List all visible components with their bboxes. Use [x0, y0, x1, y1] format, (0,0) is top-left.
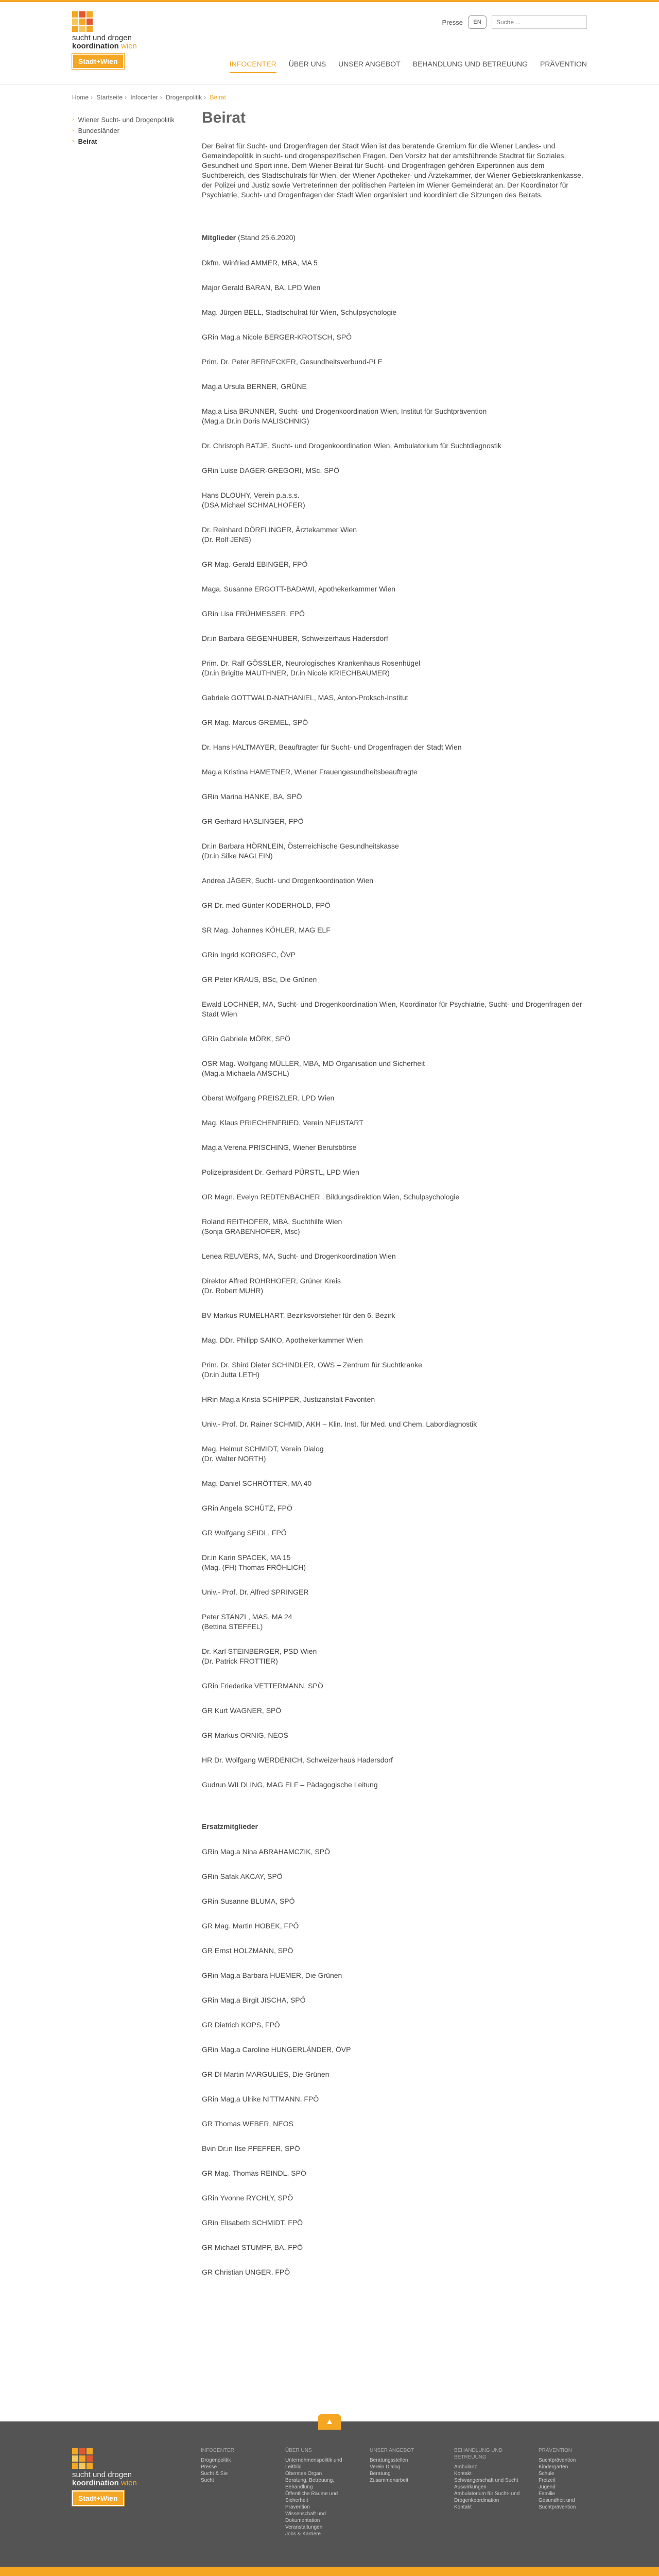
footer-column-title[interactable]: UNSER ANGEBOT [370, 2448, 414, 2453]
member-item [202, 609, 588, 619]
footer-link[interactable]: Beratungsstellen [370, 2458, 408, 2463]
cookie-banner [0, 2567, 659, 2576]
member-deputy: (Dr. Patrick FROTTIER) [202, 1657, 278, 1665]
member-item [202, 1528, 588, 1538]
breadcrumb-drogenpolitik[interactable]: Drogenpolitik [166, 94, 202, 101]
member-item [202, 999, 588, 1019]
footer-link[interactable]: Wissenschaft und Dokumentation [285, 2511, 326, 2523]
member-name: Oberst Wolfgang PREISZLER, LPD Wien [202, 1094, 335, 1102]
member-deputy: (DSA Michael SCHMALHOFER) [202, 501, 305, 509]
footer-link[interactable]: Unternehmenspolitik und Leitbild [285, 2458, 342, 2470]
member-item [202, 817, 588, 826]
member-item [202, 742, 588, 752]
breadcrumb: Home › Startseite › Infocenter › Drogenpolitik › Beirat [72, 94, 226, 101]
member-name: HR Dr. Wolfgang WERDENICH, Schweizerhaus Hadersdorf [202, 1756, 393, 1764]
member-item [202, 1780, 588, 1790]
substitute-item: GR Thomas WEBER, NEOS [202, 2120, 293, 2128]
member-name: Mag. Klaus PRIECHENFRIED, Verein NEUSTART [202, 1118, 363, 1127]
substitutes-list [202, 1847, 588, 2277]
member-item [202, 357, 588, 367]
member-name: Dr. Reinhard DÖRFLINGER, Ärztekammer Wien [202, 526, 357, 534]
member-name: GR Mag. Marcus GREMEL, SPÖ [202, 718, 308, 726]
member-name: Mag.a Verena PRISCHING, Wiener Berufsbörse [202, 1143, 357, 1151]
member-deputy: (Mag.a Michaela AMSCHL) [202, 1069, 289, 1077]
member-name: Peter STANZL, MAS, MA 24 [202, 1613, 292, 1621]
footer-logo-line-2-suffix: wien [121, 2479, 137, 2487]
member-item [202, 634, 588, 643]
substitute-item: Bvin Dr.in Ilse PFEFFER, SPÖ [202, 2144, 300, 2153]
member-name: GRin Mag.a Nicole BERGER-KROTSCH, SPÖ [202, 333, 352, 341]
footer-link[interactable]: Kontakt [454, 2504, 472, 2510]
member-name: GRin Gabriele MÖRK, SPÖ [202, 1035, 290, 1043]
member-item [202, 950, 588, 960]
member-name: Hans DLOUHY, Verein p.a.s.s. [202, 491, 300, 499]
member-name: OSR Mag. Wolfgang MÜLLER, MBA, MD Organisation und Sicherheit [202, 1059, 425, 1067]
member-item [202, 1192, 588, 1202]
nav-unser-angebot[interactable]: UNSER ANGEBOT [338, 60, 401, 68]
member-item [202, 441, 588, 451]
substitute-item: GRin Mag.a Ulrike NITTMANN, FPÖ [202, 2095, 319, 2103]
member-name: GRin Ingrid KOROSEC, ÖVP [202, 951, 296, 959]
nav-ueber-uns[interactable]: ÜBER UNS [288, 60, 326, 68]
member-name: Andrea JÄGER, Sucht- und Drogenkoordination Wien [202, 876, 374, 885]
member-name: GR Peter KRAUS, BSc, Die Grünen [202, 975, 317, 984]
footer-logo-mark [72, 2448, 144, 2469]
member-item [202, 382, 588, 392]
member-item [202, 1587, 588, 1597]
member-item [202, 1647, 588, 1666]
member-item [202, 1059, 588, 1078]
member-name: Mag.a Lisa BRUNNER, Sucht- und Drogenkoordination Wien, Institut für Suchtprävention [202, 407, 487, 415]
member-name: Mag. DDr. Philipp SAIKO, Apothekerkammer Wien [202, 1336, 363, 1344]
member-name: Univ.- Prof. Dr. Rainer SCHMID, AKH – Klin. Inst. für Med. und Chem. Labordiagnostik [202, 1420, 477, 1428]
page-body [0, 84, 659, 2454]
member-item [202, 901, 588, 910]
footer-column [539, 2447, 611, 2537]
chevron-right-icon: › [72, 116, 74, 123]
member-item [202, 525, 588, 545]
member-item [202, 975, 588, 985]
member-item [202, 560, 588, 569]
member-name: Mag. Helmut SCHMIDT, Verein Dialog [202, 1445, 324, 1453]
site-logo[interactable] [72, 11, 144, 69]
footer-logo-line-1: sucht und drogen [72, 2470, 132, 2479]
member-item [202, 1553, 588, 1572]
member-item [202, 1217, 588, 1236]
member-name: GRin Marina HANKE, BA, SPÖ [202, 792, 302, 801]
member-item [202, 406, 588, 426]
member-name: Maga. Susanne ERGOTT-BADAWI, Apothekerkammer Wien [202, 585, 396, 593]
member-item [202, 1143, 588, 1153]
logo-line-2-suffix: wien [121, 42, 137, 50]
footer-column-title[interactable]: ÜBER UNS [285, 2448, 312, 2453]
chevron-right-icon: › [72, 127, 74, 133]
member-item [202, 1034, 588, 1044]
member-item [202, 693, 588, 703]
member-item [202, 1360, 588, 1380]
member-deputy: (Dr. Robert MUHR) [202, 1286, 264, 1295]
nav-praevention[interactable]: PRÄVENTION [540, 60, 587, 68]
member-name: Dkfm. Winfried AMMER, MBA, MA 5 [202, 259, 318, 267]
scroll-top-button[interactable] [318, 2414, 341, 2430]
member-deputy: (Dr.in Brigitte MAUTHNER, Dr.in Nicole KRIECHBAUMER) [202, 669, 390, 677]
member-deputy: (Dr. Walter NORTH) [202, 1454, 266, 1463]
footer-link[interactable]: Drogenpolitik [201, 2458, 231, 2463]
member-item [202, 1503, 588, 1513]
member-item [202, 1731, 588, 1740]
member-item [202, 876, 588, 886]
substitute-item: GRin Elisabeth SCHMIDT, FPÖ [202, 2218, 303, 2227]
member-name: Ewald LOCHNER, MA, Sucht- und Drogenkoordination Wien, Koordinator für Psychiatrie, Sucht- und Drogenfragen der Stadt Wien [202, 1000, 582, 1018]
member-name: GR Kurt WAGNER, SPÖ [202, 1706, 282, 1715]
footer-link[interactable]: Jugend [539, 2484, 556, 2490]
footer-link[interactable]: Sucht & Sie [201, 2471, 228, 2477]
member-item [202, 1118, 588, 1128]
member-name: GR Mag. Gerald EBINGER, FPÖ [202, 560, 308, 568]
member-item [202, 658, 588, 678]
member-deputy: (Dr.in Silke NAGLEIN) [202, 852, 273, 860]
footer-columns [201, 2447, 611, 2537]
substitute-item: GRin Mag.a Nina ABRAHAMCZIK, SPÖ [202, 1848, 330, 1856]
footer-column [201, 2447, 273, 2537]
footer-link[interactable]: Kontakt [454, 2471, 472, 2477]
substitute-item: GR Christian UNGER, FPÖ [202, 2268, 290, 2276]
member-item [202, 1335, 588, 1345]
member-name: Prim. Dr. Ralf GÖSSLER, Neurologisches Krankenhaus Rosenhügel [202, 659, 421, 667]
member-item [202, 1681, 588, 1691]
member-name: OR Magn. Evelyn REDTENBACHER , Bildungsdirektion Wien, Schulpsychologie [202, 1193, 460, 1201]
member-item [202, 1167, 588, 1177]
member-name: Roland REITHOFER, MBA, Suchthilfe Wien [202, 1217, 342, 1226]
footer-link[interactable]: Gesundheit und Suchtprävention [539, 2498, 576, 2510]
substitute-item: GR Mag. Thomas REINDL, SPÖ [202, 2169, 306, 2177]
member-item [202, 258, 588, 268]
member-name: BV Markus RUMELHART, Bezirksvorsteher für den 6. Bezirk [202, 1311, 395, 1319]
member-name: GRin Luise DAGER-GREGORI, MSc, SPÖ [202, 466, 339, 474]
footer-link[interactable]: Auswirkungen [454, 2484, 487, 2490]
chevron-right-icon: › [72, 138, 74, 144]
substitute-item: GRin Yvonne RYCHLY, SPÖ [202, 2194, 293, 2202]
site-footer [0, 2417, 659, 2576]
member-name: Mag. Jürgen BELL, Stadtschulrat für Wien, Schulpsychologie [202, 308, 397, 316]
member-name: GR Wolfgang SEIDL, FPÖ [202, 1529, 287, 1537]
language-button[interactable]: EN [468, 15, 487, 29]
footer-link[interactable]: Schwangerschaft und Sucht [454, 2478, 518, 2483]
member-name: SR Mag. Johannes KÖHLER, MAG ELF [202, 926, 331, 934]
member-item [202, 490, 588, 510]
member-item [202, 1395, 588, 1404]
footer-link[interactable]: Familie [539, 2491, 556, 2497]
member-name: GR Gerhard HASLINGER, FPÖ [202, 817, 304, 825]
footer-logo[interactable] [72, 2448, 144, 2506]
substitute-item: GRin Mag.a Caroline HUNGERLÄNDER, ÖVP [202, 2045, 351, 2054]
substitute-item: GRin Mag.a Barbara HUEMER, Die Grünen [202, 1971, 342, 1979]
footer-logo-line-2-bold: koordination [72, 2479, 119, 2487]
footer-link[interactable]: Prävention [285, 2504, 310, 2510]
site-header [0, 2, 659, 84]
member-name: Direktor Alfred ROHRHOFER, Grüner Kreis [202, 1277, 341, 1285]
footer-column-title[interactable]: INFOCENTER [201, 2448, 234, 2453]
footer-link[interactable]: Sucht [201, 2478, 214, 2483]
member-deputy: (Mag.a Dr.in Doris MALISCHNIG) [202, 417, 309, 425]
member-name: Prim. Dr. Peter BERNECKER, Gesundheitsverbund-PLE [202, 358, 383, 366]
member-name: Dr.in Barbara GEGENHUBER, Schweizerhaus Hadersdorf [202, 634, 388, 642]
member-name: Dr. Karl STEINBERGER, PSD Wien [202, 1647, 317, 1655]
footer-link[interactable]: Beratung, Betreuung, Behandlung [285, 2478, 335, 2490]
member-name: Mag.a Kristina HAMETNER, Wiener Frauengesundheitsbeauftragte [202, 768, 418, 776]
page-title: Beirat [202, 109, 246, 126]
utility-bar [442, 15, 587, 29]
member-name: GR Dr. med Günter KODERHOLD, FPÖ [202, 901, 331, 909]
footer-column-title[interactable]: PRÄVENTION [539, 2448, 573, 2453]
intro-text: Der Beirat für Sucht- und Drogenfragen der Stadt Wien ist das beratende Gremium für die Wiener Landes- und Gemeindepolitik in sucht- und drogenspezifischen Fragen. Den Vorsitz hat der amtsführende Stadtrat für Soziales, Gesundheit und Sport inne. Dem Wiener Beirat für Sucht- und Drogenfragen gehören Expertinnen aus dem Suchtbereich, des Stadtschulrats für Wien, der Wiener Apotheker- und Ärztekammer, der Wiener Gebietskrankenkasse, der Polizei und Justiz sowie Vertreterinnen der politischen Parteien im Wiener Gemeinderat an. Der Koordinator für Psychiatrie, Sucht- und Drogenfragen der Stadt Wien organisiert und koordiniert die Sitzungen des Beirats. [202, 142, 583, 199]
breadcrumb-startseite[interactable]: Startseite [96, 94, 123, 101]
chevron-up-icon: ▲ [325, 2417, 334, 2426]
member-name: Major Gerald BARAN, BA, LPD Wien [202, 283, 321, 292]
member-item [202, 925, 588, 935]
search-input[interactable] [492, 15, 587, 29]
member-name: Dr.in Barbara HÖRNLEIN, Österreichische Gesundheitskasse [202, 842, 399, 850]
member-deputy: (Sonja GRABENHOFER, Msc) [202, 1227, 300, 1235]
member-name: Dr. Christoph BATJE, Sucht- und Drogenkoordination Wien, Ambulatorium für Suchtdiagnostik [202, 442, 501, 450]
member-name: GRin Angela SCHÜTZ, FPÖ [202, 1504, 292, 1512]
member-item [202, 1612, 588, 1632]
logo-line-1: sucht und drogen [72, 33, 132, 42]
logo-line-2-bold: koordination [72, 42, 119, 50]
presse-link[interactable]: Presse [442, 18, 463, 26]
footer-link[interactable]: Zusammenarbeit [370, 2478, 409, 2483]
nav-infocenter[interactable]: INFOCENTER [230, 60, 276, 73]
member-item [202, 1479, 588, 1488]
member-item [202, 1419, 588, 1429]
substitute-item: GRin Mag.a Birgit JISCHA, SPÖ [202, 1996, 306, 2004]
member-deputy: (Dr.in Jutta LETH) [202, 1370, 260, 1379]
footer-link[interactable]: Presse [201, 2464, 217, 2470]
logo-mark [72, 11, 144, 32]
main-content [202, 109, 588, 2292]
subnav-item-bundeslaender[interactable]: › Bundesländer [72, 127, 119, 134]
member-name: GRin Friederike VETTERMANN, SPÖ [202, 1682, 323, 1690]
member-name: Dr. Hans HALTMAYER, Beauftragter für Sucht- und Drogenfragen der Stadt Wien [202, 743, 462, 751]
member-name: Prim. Dr. Shird Dieter SCHINDLER, OWS – Zentrum für Suchtkranke [202, 1361, 422, 1369]
substitute-item: GRin Susanne BLUMA, SPÖ [202, 1897, 295, 1905]
member-item [202, 1706, 588, 1716]
section-subnav [72, 114, 175, 147]
nav-behandlung[interactable]: BEHANDLUNG UND BETREUUNG [412, 60, 528, 68]
member-item [202, 1276, 588, 1296]
footer-link[interactable]: Freizeit [539, 2478, 556, 2483]
member-name: Gabriele GOTTWALD-NATHANIEL, MAS, Anton-Proksch-Institut [202, 693, 408, 702]
footer-link[interactable]: Oberstes Organ [285, 2471, 322, 2477]
member-item [202, 792, 588, 802]
member-deputy: (Dr. Rolf JENS) [202, 535, 251, 544]
member-item [202, 841, 588, 861]
member-item [202, 1251, 588, 1261]
members-list [202, 258, 588, 1790]
footer-link[interactable]: Verein Dialog [370, 2464, 401, 2470]
member-item [202, 767, 588, 777]
substitute-item: GR Michael STUMPF, BA, FPÖ [202, 2243, 303, 2251]
footer-link[interactable]: Beratung [370, 2471, 391, 2477]
member-name: Polizeipräsident Dr. Gerhard PÜRSTL, LPD Wien [202, 1168, 359, 1176]
subnav-item-beirat[interactable]: › Beirat [72, 138, 97, 145]
member-item [202, 1444, 588, 1464]
substitute-item: GR Dietrich KOPS, FPÖ [202, 2021, 280, 2029]
member-item [202, 283, 588, 293]
breadcrumb-infocenter[interactable]: Infocenter [130, 94, 158, 101]
member-item [202, 1755, 588, 1765]
members-heading: Mitglieder (Stand 25.6.2020) [202, 233, 296, 242]
substitute-item: GR Ernst HOLZMANN, SPÖ [202, 1946, 293, 1955]
member-deputy: (Mag. (FH) Thomas FRÖHLICH) [202, 1563, 306, 1571]
substitutes-heading: Ersatzmitglieder [202, 1822, 258, 1831]
footer-link[interactable]: Schule [539, 2471, 554, 2477]
footer-column [454, 2447, 526, 2537]
footer-link[interactable]: Ambulatorium für Sucht- und Drogenkoordination [454, 2491, 520, 2503]
stadt-wien-logo: Stadt+Wien [72, 54, 124, 69]
member-name: Dr.in Karin SPACEK, MA 15 [202, 1553, 291, 1562]
member-name: Mag. Daniel SCHRÖTTER, MA 40 [202, 1479, 312, 1487]
substitute-item: GR DI Martin MARGULIES, Die Grünen [202, 2070, 330, 2078]
member-item [202, 1311, 588, 1320]
member-deputy: (Bettina STEFFEL) [202, 1622, 263, 1631]
footer-stadt-wien-logo: Stadt+Wien [72, 2490, 124, 2506]
footer-link[interactable]: Veranstaltungen [285, 2524, 323, 2530]
footer-column-title[interactable]: BEHANDLUNG UND BETREUUNG [454, 2448, 502, 2460]
footer-link[interactable]: Kindergarten [539, 2464, 568, 2470]
footer-link[interactable]: Öffentliche Räume und Sicherheit [285, 2491, 338, 2503]
member-name: Lenea REUVERS, MA, Sucht- und Drogenkoordination Wien [202, 1252, 396, 1260]
member-name: Gudrun WILDLING, MAG ELF – Pädagogische Leitung [202, 1781, 378, 1789]
footer-column [370, 2447, 442, 2537]
subnav-item-drogenpolitik[interactable]: › Wiener Sucht- und Drogenpolitik [72, 116, 175, 124]
member-name: GRin Lisa FRÜHMESSER, FPÖ [202, 609, 305, 618]
main-nav [230, 60, 587, 73]
member-item [202, 1093, 588, 1103]
footer-link[interactable]: Ambulanz [454, 2464, 477, 2470]
member-item [202, 718, 588, 727]
substitute-item: GR Mag. Martin HOBEK, FPÖ [202, 1922, 299, 1930]
member-item [202, 332, 588, 342]
footer-column [285, 2447, 357, 2537]
member-name: HRin Mag.a Krista SCHIPPER, Justizanstalt Favoriten [202, 1395, 375, 1403]
member-item [202, 466, 588, 476]
footer-link[interactable]: Suchtprävention [539, 2458, 576, 2463]
member-item [202, 584, 588, 594]
substitute-item: GRin Safak AKCAY, SPÖ [202, 1872, 283, 1880]
member-item [202, 308, 588, 317]
breadcrumb-current: Beirat [210, 94, 226, 101]
member-name: Univ.- Prof. Dr. Alfred SPRINGER [202, 1588, 309, 1596]
breadcrumb-home[interactable]: Home [72, 94, 89, 101]
member-name: GR Markus ORNIG, NEOS [202, 1731, 289, 1739]
footer-link[interactable]: Jobs & Karriere [285, 2531, 321, 2537]
member-name: Mag.a Ursula BERNER, GRÜNE [202, 382, 307, 391]
